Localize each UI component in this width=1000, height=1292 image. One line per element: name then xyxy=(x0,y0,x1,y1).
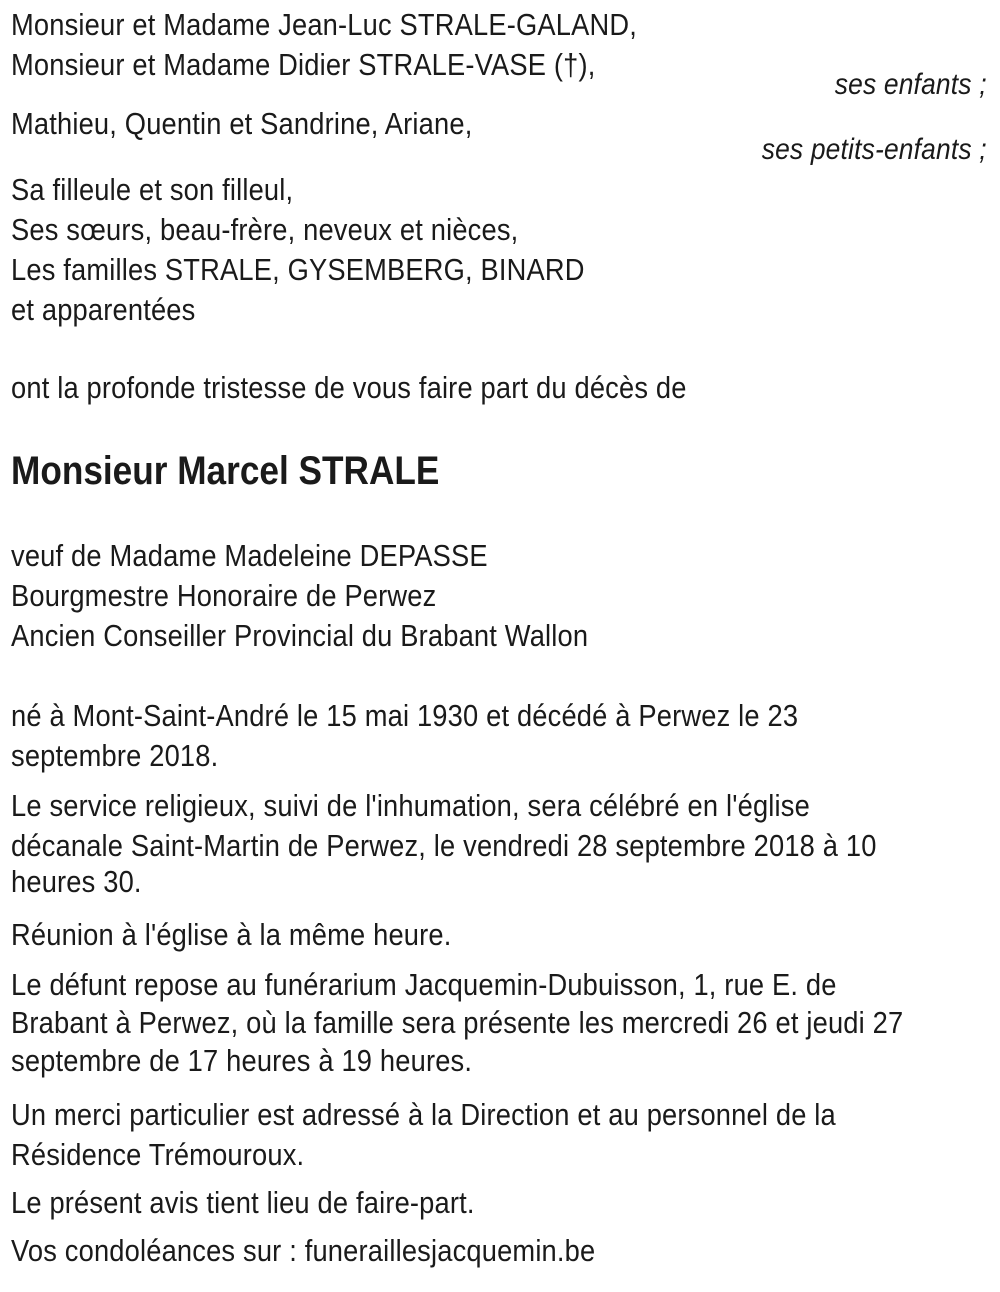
service-line-3: heures 30. xyxy=(11,864,142,899)
family-child-couple-1: Monsieur et Madame Jean-Luc STRALE-GALAND, xyxy=(11,7,637,42)
deceased-title-mayor: Bourgmestre Honoraire de Perwez xyxy=(11,578,437,613)
service-line-2: décanale Saint-Martin de Perwez, le vendredi 28 septembre 2018 à 10 xyxy=(11,828,877,863)
family-related: et apparentées xyxy=(11,292,196,327)
family-siblings: Ses sœurs, beau-frère, neveux et nièces, xyxy=(11,212,519,247)
repose-line-3: septembre de 17 heures à 19 heures. xyxy=(11,1043,473,1078)
thanks-line-2: Résidence Trémouroux. xyxy=(11,1137,305,1172)
family-grandchildren-names: Mathieu, Quentin et Sandrine, Ariane, xyxy=(11,106,473,141)
deceased-widower-line: veuf de Madame Madeleine DEPASSE xyxy=(11,538,488,573)
family-surnames: Les familles STRALE, GYSEMBERG, BINARD xyxy=(11,252,585,287)
birth-death-line-2: septembre 2018. xyxy=(11,738,219,773)
announcement-line: ont la profonde tristesse de vous faire part du décès de xyxy=(11,370,687,405)
grandchildren-relation-label: ses petits-enfants ; xyxy=(761,133,987,166)
birth-death-line-1: né à Mont-Saint-André le 15 mai 1930 et décédé à Perwez le 23 xyxy=(11,698,799,733)
service-line-1: Le service religieux, suivi de l'inhumation, sera célébré en l'église xyxy=(11,788,810,823)
faire-part-notice-line: Le présent avis tient lieu de faire-part. xyxy=(11,1185,475,1220)
deceased-name-heading: Monsieur Marcel STRALE xyxy=(11,449,440,493)
repose-line-2: Brabant à Perwez, où la famille sera présente les mercredi 26 et jeudi 27 xyxy=(11,1005,904,1040)
meeting-line: Réunion à l'église à la même heure. xyxy=(11,917,452,952)
thanks-line-1: Un merci particulier est adressé à la Direction et au personnel de la xyxy=(11,1097,836,1132)
family-child-couple-2: Monsieur et Madame Didier STRALE-VASE (†), xyxy=(11,47,596,82)
condolences-website-line: Vos condoléances sur : funeraillesjacquemin.be xyxy=(11,1233,596,1268)
deceased-title-councillor: Ancien Conseiller Provincial du Brabant Wallon xyxy=(11,618,589,653)
children-relation-label: ses enfants ; xyxy=(835,68,987,101)
repose-line-1: Le défunt repose au funérarium Jacquemin-Dubuisson, 1, rue E. de xyxy=(11,967,837,1002)
family-godchildren: Sa filleule et son filleul, xyxy=(11,172,294,207)
